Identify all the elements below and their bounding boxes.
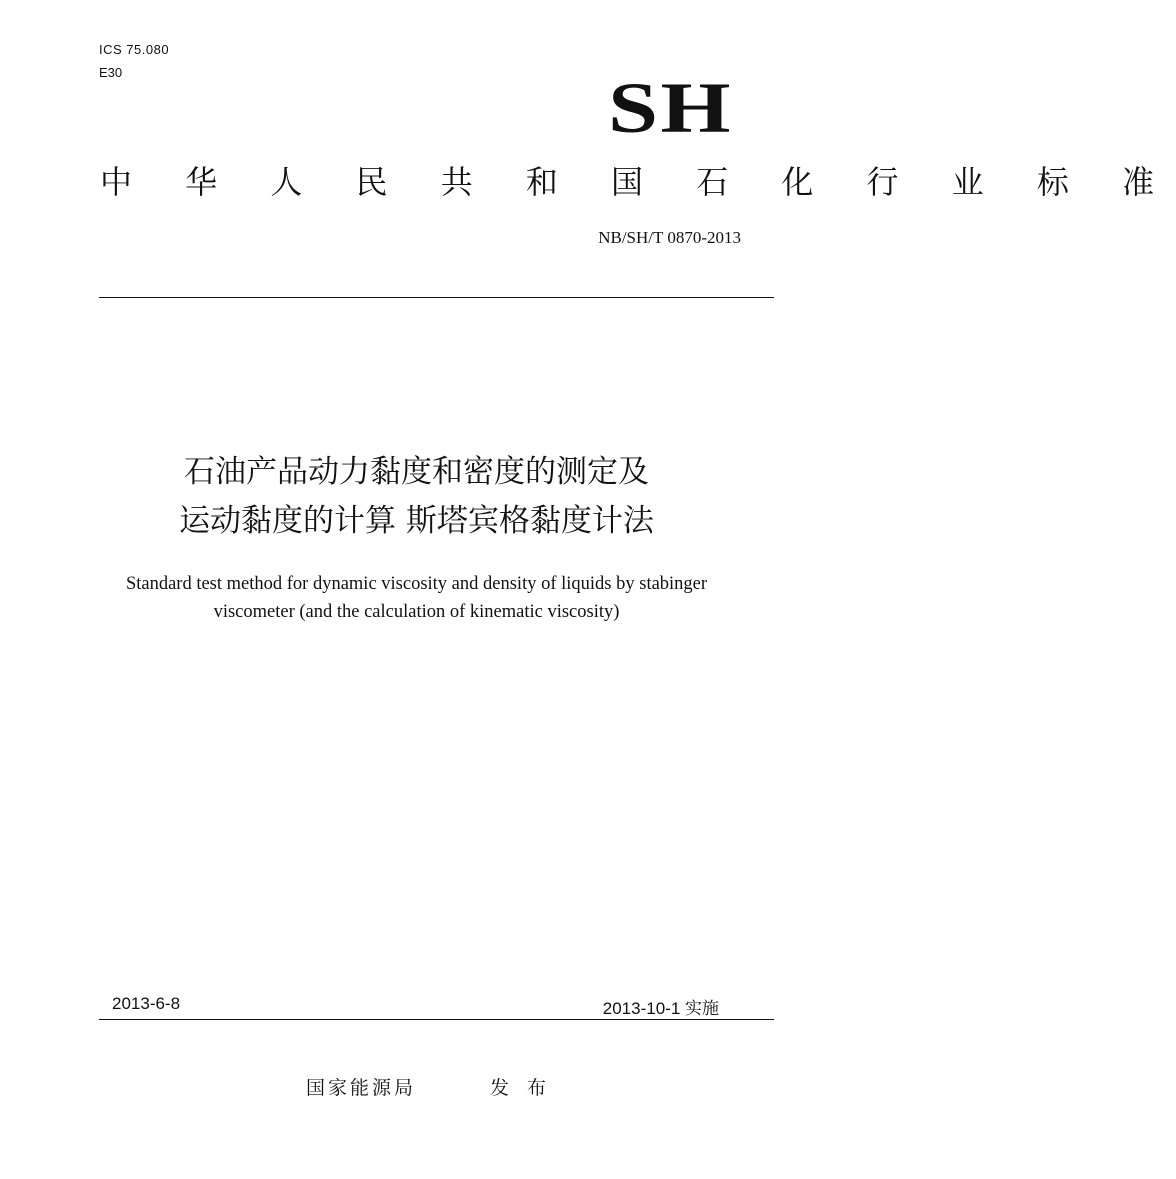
issue-date: 2013-6-8 <box>112 994 181 1013</box>
bottom-divider <box>99 1019 774 1020</box>
ics-code: ICS 75.080 <box>99 42 170 57</box>
sh-logo: SH <box>607 68 733 148</box>
issuing-authority: 国家能源局 <box>306 1077 417 1099</box>
publish-label: 发 布 <box>490 1077 553 1099</box>
industry-standard-title: 中 华 人 民 共 和 国 石 化 行 业 标 准 <box>100 163 1176 201</box>
classification-code: E30 <box>99 65 123 80</box>
standard-number: NB/SH/T 0870-2013 <box>598 228 741 247</box>
implementation-date: 2013-10-1 实施 <box>602 999 719 1018</box>
cn-title-line-1: 石油产品动力黏度和密度的测定及 <box>184 454 649 490</box>
top-divider <box>99 297 774 298</box>
cn-title-line-2: 运动黏度的计算 斯塔宾格黏度计法 <box>179 503 654 539</box>
en-title-line-2: viscometer (and the calculation of kinematic viscosity) <box>213 602 620 622</box>
en-title-line-1: Standard test method for dynamic viscosity and density of liquids by stabinger <box>125 574 708 594</box>
